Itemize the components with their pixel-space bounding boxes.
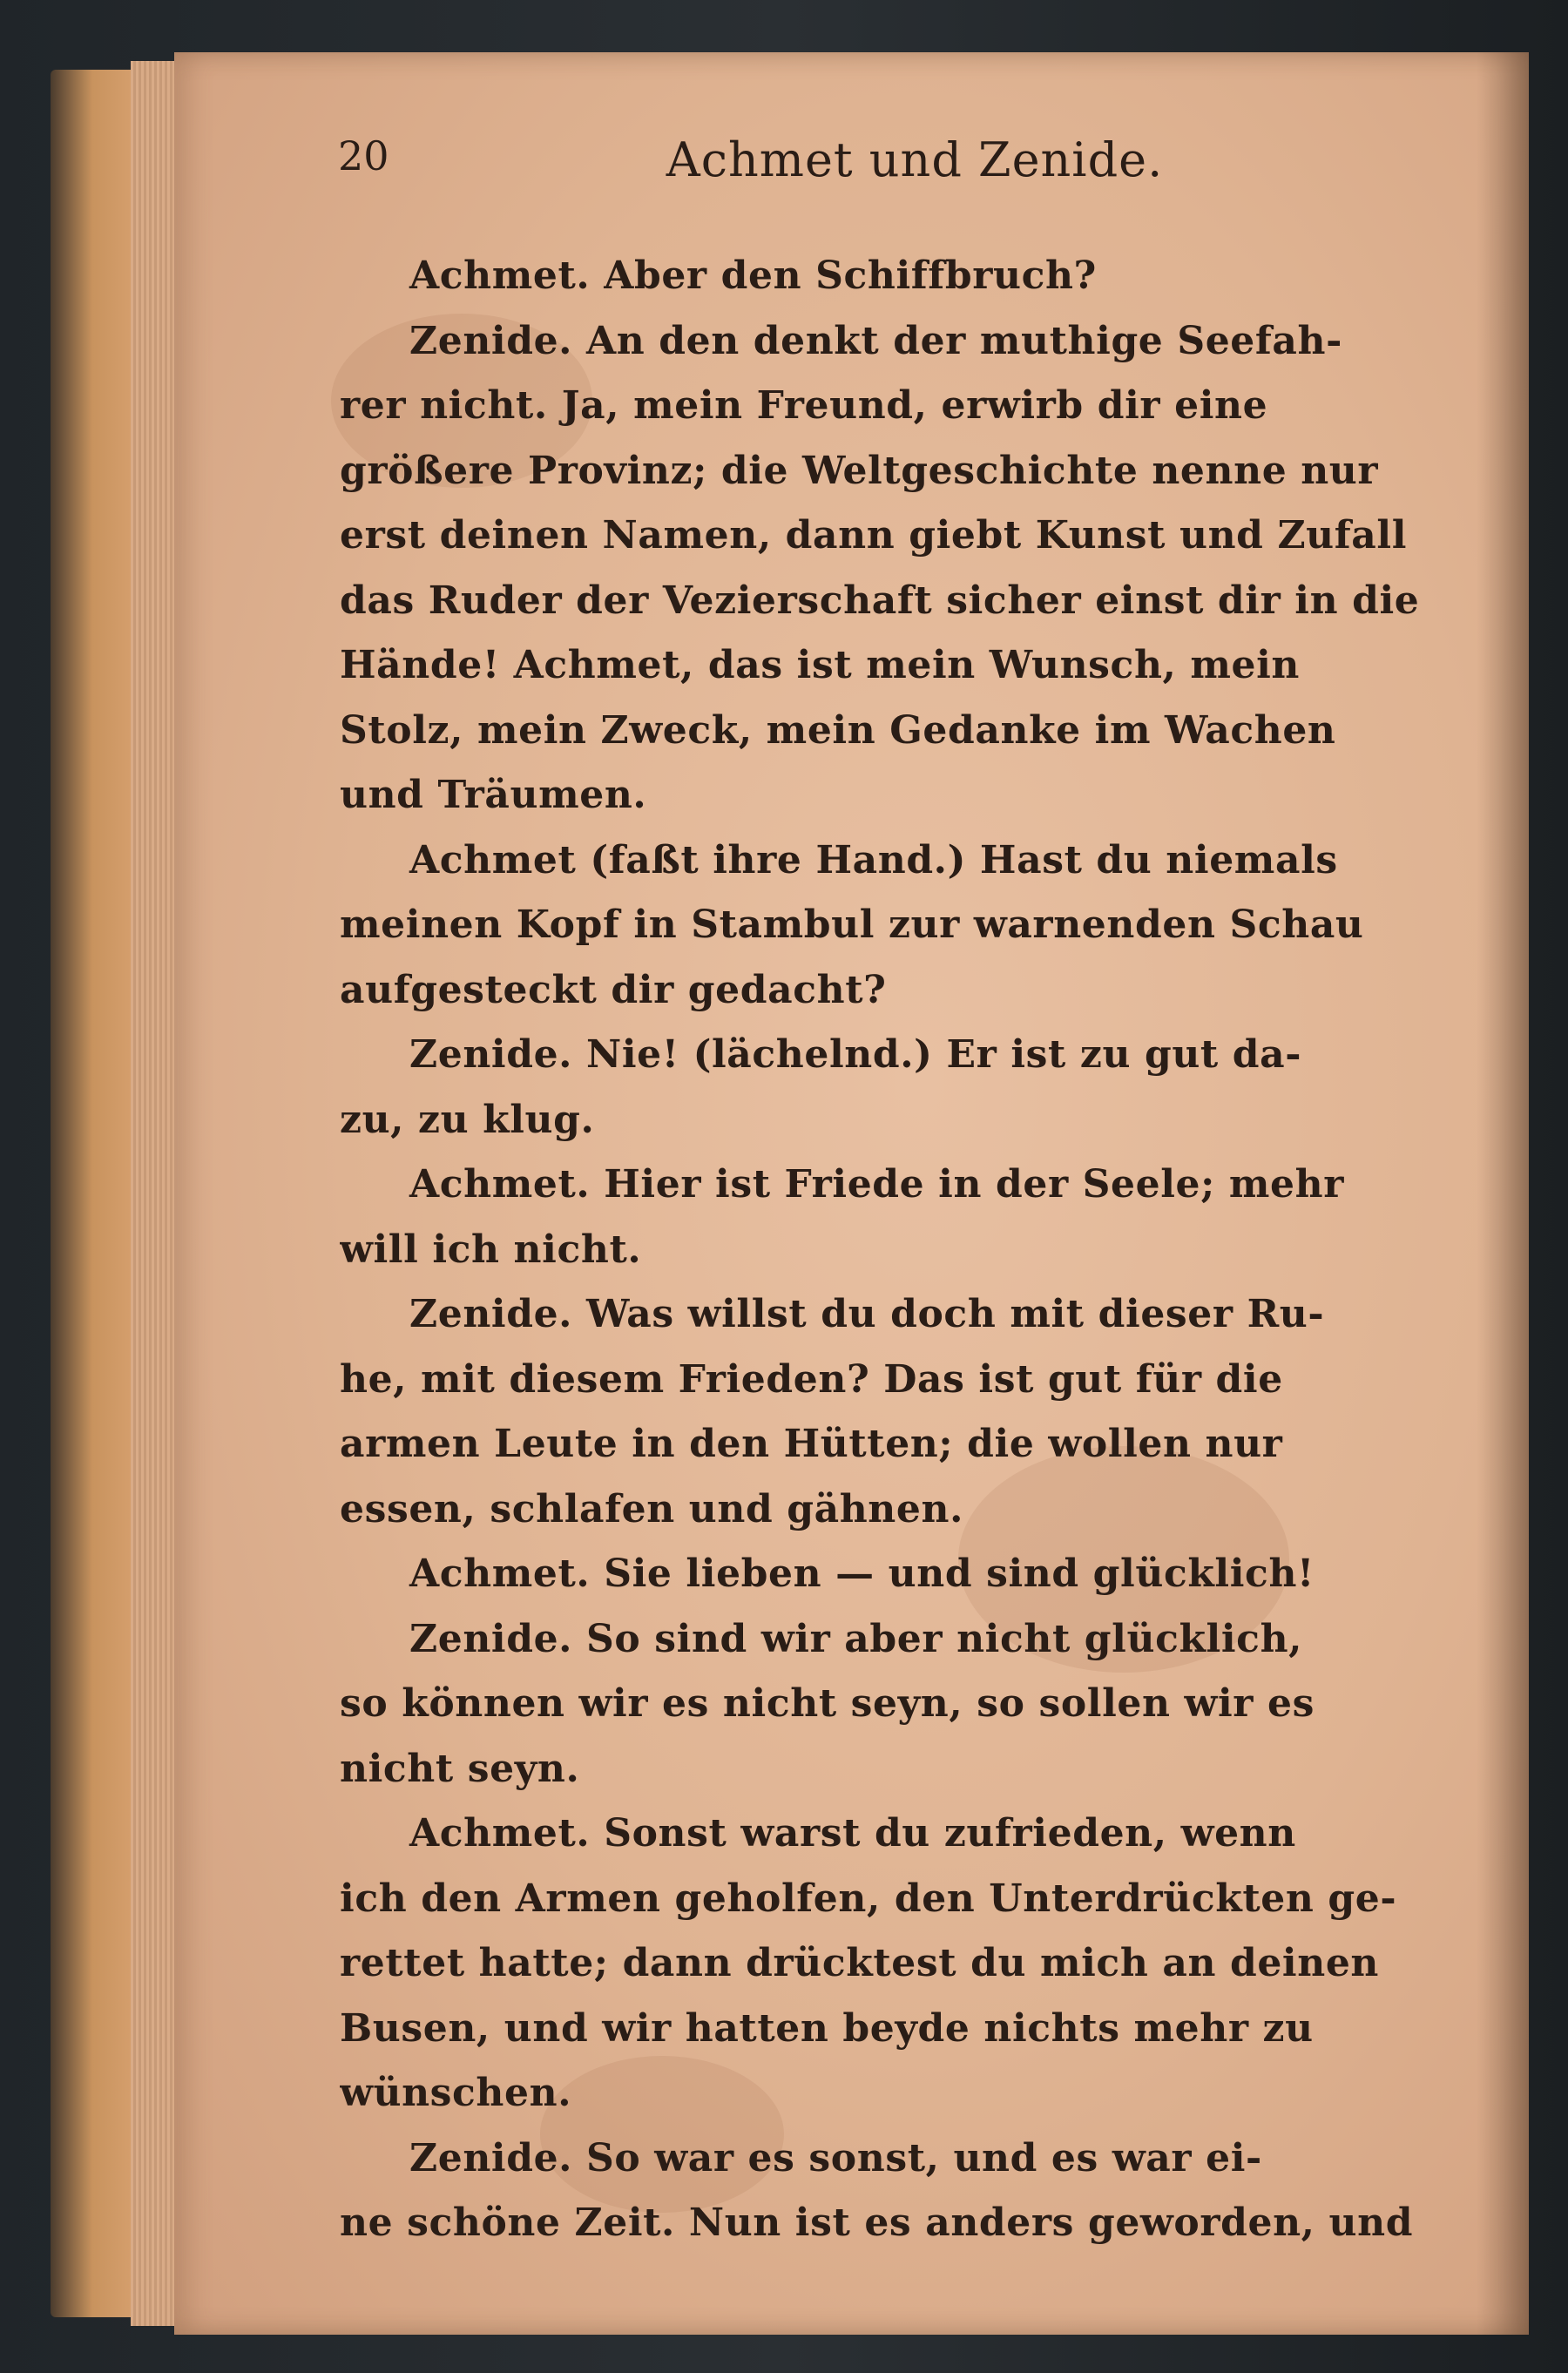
text-line: rettet hatte; dann drücktest du mich an deinen: [340, 1941, 1379, 1985]
text-line: Zenide. An den denkt der muthige Seefah-: [409, 318, 1342, 363]
text-line: Zenide. Was willst du doch mit dieser Ru-: [409, 1292, 1325, 1336]
text-line: meinen Kopf in Stambul zur warnenden Schau: [340, 903, 1364, 947]
text-line: zu, zu klug.: [340, 1097, 595, 1142]
text-line: Achmet. Sonst warst du zufrieden, wenn: [409, 1811, 1296, 1856]
page-header: [174, 132, 1529, 202]
text-line: will ich nicht.: [340, 1227, 642, 1272]
text-line: Zenide. Nie! (lächelnd.) Er ist zu gut da-: [409, 1032, 1302, 1077]
text-line: Achmet. Sie lieben — und sind glücklich!: [409, 1552, 1315, 1596]
text-line: Achmet (faßt ihre Hand.) Hast du niemals: [409, 837, 1338, 882]
running-head: Achmet und Zenide.: [666, 132, 1164, 187]
text-line: rer nicht. Ja, mein Freund, erwirb dir eine: [340, 383, 1268, 428]
text-line: erst deinen Namen, dann giebt Kunst und Zufall: [340, 513, 1408, 558]
book-page: [174, 52, 1529, 2335]
text-line: Achmet. Hier ist Friede in der Seele; mehr: [409, 1162, 1345, 1207]
text-line: wünschen.: [340, 2071, 572, 2115]
text-line: Zenide. So war es sonst, und es war ei-: [409, 2135, 1262, 2180]
text-line: ne schöne Zeit. Nun ist es anders geworden, und: [340, 2201, 1414, 2245]
text-line: armen Leute in den Hütten; die wollen nur: [340, 1422, 1283, 1466]
text-line: so können wir es nicht seyn, so sollen wir es: [340, 1681, 1315, 1726]
text-line: nicht seyn.: [340, 1746, 580, 1791]
text-line: Hände! Achmet, das ist mein Wunsch, mein: [340, 643, 1301, 687]
text-line: Busen, und wir hatten beyde nichts mehr zu: [340, 2005, 1314, 2051]
text-line: Zenide. So sind wir aber nicht glücklich,: [409, 1616, 1303, 1661]
text-line: Stolz, mein Zweck, mein Gedanke im Wachen: [340, 707, 1336, 753]
text-line: Achmet. Aber den Schiffbruch?: [409, 254, 1097, 298]
body-text: [340, 244, 1524, 2256]
text-line: essen, schlafen und gähnen.: [340, 1486, 963, 1531]
text-line: aufgesteckt dir gedacht?: [340, 967, 887, 1012]
text-line: und Träumen.: [340, 773, 647, 817]
text-line: größere Provinz; die Weltgeschichte nenne nur: [340, 448, 1379, 493]
text-line: ich den Armen geholfen, den Unterdrückten ge-: [340, 1876, 1397, 1921]
page-number: 20: [338, 132, 389, 179]
text-line: he, mit diesem Frieden? Das ist gut für die: [340, 1356, 1283, 1402]
text-line: das Ruder der Vezierschaft sicher einst dir in die: [340, 578, 1420, 623]
